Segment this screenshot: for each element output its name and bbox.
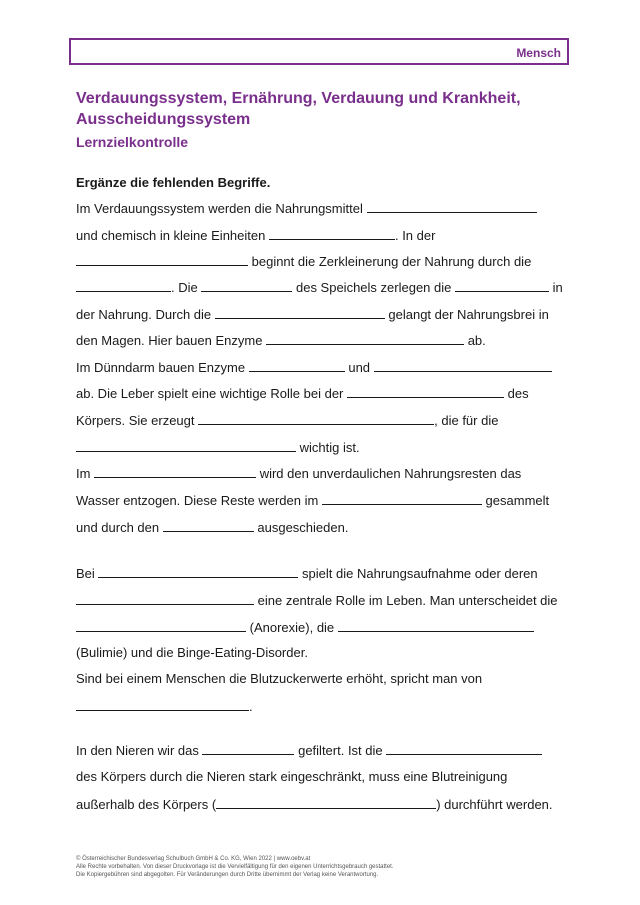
text-line-4 [76, 279, 563, 296]
text-segment: gesammelt [485, 493, 550, 508]
text-line-22 [76, 796, 553, 813]
text-segment: in [552, 280, 563, 295]
text-segment: beginnt die Zerkleinerung der Nahrung durch die [251, 254, 532, 269]
text-segment: . Die [171, 280, 198, 295]
instruction: Ergänze die fehlenden Begriffe. [76, 175, 271, 190]
text-segment: , die für die [434, 413, 499, 428]
text-segment: des Speichels zerlegen die [295, 280, 452, 295]
blank-field[interactable] [76, 592, 254, 605]
blank-field[interactable] [76, 253, 248, 266]
blank-field[interactable] [98, 565, 298, 578]
text-line-12 [76, 492, 549, 509]
text-line-11 [76, 465, 521, 482]
blank-field[interactable] [201, 279, 292, 292]
text-segment: (Anorexie), die [249, 620, 335, 635]
blank-field[interactable] [202, 742, 294, 755]
text-segment: den Magen. Hier bauen Enzyme [76, 333, 263, 348]
text-segment: In den Nieren wir das [76, 743, 199, 758]
text-segment: ab. [467, 333, 486, 348]
text-segment: gefiltert. Ist die [298, 743, 383, 758]
page-subtitle: Lernzielkontrolle [76, 134, 189, 150]
text-segment: . [249, 699, 253, 714]
text-segment: . In der [394, 228, 436, 243]
text-line-15 [76, 592, 558, 609]
text-line-16 [76, 619, 534, 636]
text-segment: ausgeschieden. [257, 520, 349, 535]
text-line-14 [76, 565, 538, 582]
header-box [69, 38, 569, 65]
blank-field[interactable] [374, 359, 552, 372]
text-segment: und [348, 360, 371, 375]
blank-field[interactable] [322, 492, 482, 505]
blank-field[interactable] [94, 465, 256, 478]
blank-field[interactable] [76, 619, 246, 632]
blank-field[interactable] [198, 412, 434, 425]
text-segment: und durch den [76, 520, 160, 535]
text-segment: (Bulimie) und die Binge-Eating-Disorder. [76, 645, 308, 660]
text-line-17 [76, 645, 308, 661]
text-line-5 [76, 306, 549, 323]
text-segment: wichtig ist. [299, 440, 360, 455]
blank-field[interactable] [347, 385, 504, 398]
text-line-19 [76, 698, 253, 715]
text-segment: Im [76, 466, 91, 481]
blank-field[interactable] [455, 279, 549, 292]
text-line-13 [76, 519, 348, 536]
footer-disclaimer: Die Kopiergebühren sind abgegolten. Für Veränderungen durch Dritte übernimmt der Verlag keine Verantwortung. [76, 872, 379, 878]
page-title: Verdauungssystem, Ernährung, Verdauung und Krankheit, Ausscheidungssystem [76, 90, 521, 128]
text-segment: Wasser entzogen. Diese Reste werden im [76, 493, 319, 508]
text-line-8 [76, 385, 529, 402]
blank-field[interactable] [76, 698, 249, 711]
blank-field[interactable] [216, 796, 436, 809]
blank-field[interactable] [269, 227, 395, 240]
blank-field[interactable] [338, 619, 534, 632]
footer [76, 855, 394, 879]
text-segment: wird den unverdaulichen Nahrungsresten das [259, 466, 522, 481]
text-line-21 [76, 769, 507, 785]
text-segment: Bei [76, 566, 95, 581]
blank-field[interactable] [249, 359, 345, 372]
blank-field[interactable] [367, 200, 537, 213]
blank-field[interactable] [76, 439, 296, 452]
blank-field[interactable] [266, 332, 464, 345]
text-segment: ) durchführt werden. [436, 797, 553, 812]
text-segment: Sind bei einem Menschen die Blutzuckerwerte erhöht, spricht man von [76, 671, 483, 686]
subject-tag: Mensch [516, 46, 561, 60]
text-segment: Körpers. Sie erzeugt [76, 413, 195, 428]
text-segment: Im Verdauungssystem werden die Nahrungsmittel [76, 201, 363, 216]
text-segment: und chemisch in kleine Einheiten [76, 228, 266, 243]
text-line-1 [76, 200, 537, 217]
text-segment: ab. Die Leber spielt eine wichtige Rolle bei der [76, 386, 344, 401]
text-line-2 [76, 227, 435, 244]
text-segment: des [507, 386, 529, 401]
text-segment: außerhalb des Körpers ( [76, 797, 217, 812]
text-line-3 [76, 253, 531, 270]
text-line-20 [76, 742, 542, 759]
text-line-6 [76, 332, 486, 349]
blank-field[interactable] [386, 742, 542, 755]
text-line-9 [76, 412, 498, 429]
footer-copyright: © Österreichischer Bundesverlag Schulbuch GmbH & Co. KG, Wien 2022 | www.oebv.at [76, 856, 311, 862]
text-line-7 [76, 359, 552, 376]
text-segment: Im Dünndarm bauen Enzyme [76, 360, 246, 375]
text-segment: eine zentrale Rolle im Leben. Man unterscheidet die [257, 593, 558, 608]
blank-field[interactable] [215, 306, 385, 319]
text-segment: gelangt der Nahrungsbrei in [388, 307, 549, 322]
text-segment: der Nahrung. Durch die [76, 307, 212, 322]
text-segment: des Körpers durch die Nieren stark eingeschränkt, muss eine Blutreinigung [76, 769, 508, 784]
text-segment: spielt die Nahrungsaufnahme oder deren [302, 566, 538, 581]
text-line-18 [76, 671, 482, 687]
blank-field[interactable] [163, 519, 254, 532]
text-line-10 [76, 439, 360, 456]
footer-rights: Alle Rechte vorbehalten. Von dieser Druckvorlage ist die Vervielfältigung für den eigenen Unterrichtsgebrauch gestattet. [76, 864, 394, 870]
blank-field[interactable] [76, 279, 171, 292]
